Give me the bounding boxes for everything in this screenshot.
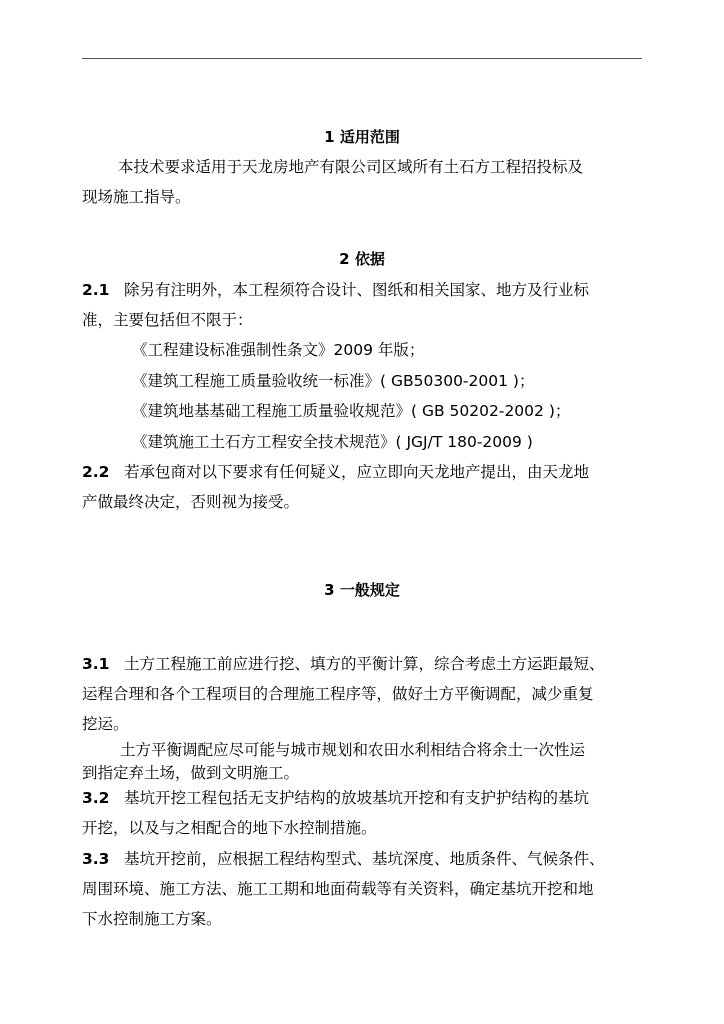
clause-3-2 bbox=[82, 788, 642, 808]
clause-text-line-1: 土方工程施工前应进行挖、填方的平衡计算，综合考虑土方运距最短、 bbox=[124, 655, 605, 673]
section-1-paragraph-line-1: 本技术要求适用于天龙房地产有限公司区域所有土石方工程招投标及 bbox=[118, 158, 584, 176]
clause-text-line-1: 除另有注明外，本工程须符合设计、图纸和相关国家、地方及行业标 bbox=[124, 281, 590, 299]
clause-3-1 bbox=[82, 654, 642, 674]
clause-number: 3.2 bbox=[82, 789, 110, 807]
clause-number: 2.1 bbox=[82, 281, 110, 299]
clause-3-1-line-3: 挖运。 bbox=[82, 715, 129, 733]
clause-2-1-line-2: 准，主要包括但不限于： bbox=[82, 311, 253, 329]
clause-2-2 bbox=[82, 462, 642, 482]
clause-number: 3.3 bbox=[82, 850, 110, 868]
standard-item-1: 《工程建设标准强制性条文》2009 年版； bbox=[132, 341, 425, 359]
clause-3-3-line-3: 下水控制施工方案。 bbox=[82, 910, 222, 928]
section-1-heading: 1 适用范围 bbox=[324, 128, 400, 146]
clause-3-3-line-2: 周围环境、施工方法、施工工期和地面荷载等有关资料，确定基坑开挖和地 bbox=[82, 880, 594, 898]
section-2-heading: 2 依据 bbox=[339, 250, 385, 268]
clause-text-line-1: 基坑开挖工程包括无支护结构的放坡基坑开挖和有支护护结构的基坑 bbox=[124, 789, 590, 807]
standard-item-3: 《建筑地基基础工程施工质量验收规范》( GB 50202-2002 )； bbox=[132, 402, 571, 420]
clause-3-1-line-2: 运程合理和各个工程项目的合理施工程序等，做好土方平衡调配，减少重复 bbox=[82, 685, 594, 703]
clause-number: 3.1 bbox=[82, 655, 110, 673]
standard-item-4: 《建筑施工土石方工程安全技术规范》( JGJ/T 180-2009 ) bbox=[132, 433, 533, 451]
header-rule bbox=[82, 58, 642, 59]
section-1-paragraph-line-2: 现场施工指导。 bbox=[82, 188, 191, 206]
clause-number: 2.2 bbox=[82, 463, 110, 481]
clause-text-line-1: 基坑开挖前，应根据工程结构型式、基坑深度、地质条件、气候条件、 bbox=[124, 850, 605, 868]
clause-3-2-line-2: 开挖，以及与之相配合的地下水控制措施。 bbox=[82, 819, 377, 837]
clause-3-3 bbox=[82, 849, 642, 869]
clause-3-1-extra-line-2: 到指定弃土场，做到文明施工。 bbox=[82, 764, 300, 782]
clause-2-1 bbox=[82, 280, 642, 300]
clause-3-1-extra-line-1: 土方平衡调配应尽可能与城市规划和农田水利相结合将余土一次性运 bbox=[120, 741, 586, 759]
standard-item-2: 《建筑工程施工质量验收统一标准》( GB50300-2001 )； bbox=[132, 372, 535, 390]
clause-text-line-1: 若承包商对以下要求有任何疑义，应立即向天龙地产提出，由天龙地 bbox=[124, 463, 590, 481]
clause-2-2-line-2: 产做最终决定，否则视为接受。 bbox=[82, 493, 300, 511]
section-3-heading: 3 一般规定 bbox=[324, 581, 400, 599]
